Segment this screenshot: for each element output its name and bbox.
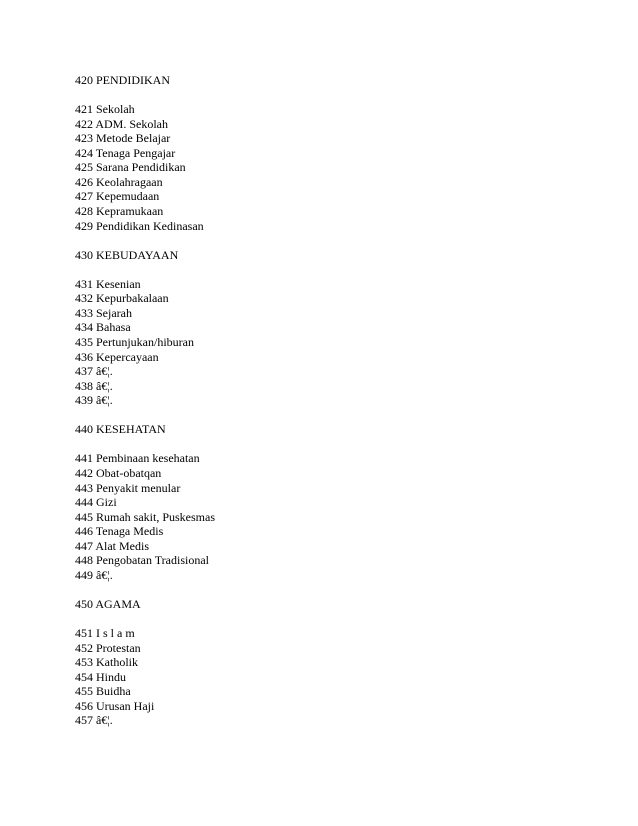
- list-item: 435 Pertunjukan/hiburan: [75, 334, 194, 349]
- section-agama: [75, 597, 595, 728]
- list-item: 422 ADM. Sekolah: [75, 116, 168, 131]
- list-item: 439 â€¦.: [75, 393, 113, 408]
- list-item: 437 â€¦.: [75, 364, 113, 379]
- list-item: 446 Tenaga Medis: [75, 524, 164, 539]
- list-item: 426 Keolahragaan: [75, 174, 163, 189]
- list-item: 424 Tenaga Pengajar: [75, 145, 176, 160]
- list-item: 428 Kepramukaan: [75, 203, 164, 218]
- section-heading: 440 KESEHATAN: [75, 422, 166, 437]
- list-item: 429 Pendidikan Kedinasan: [75, 218, 204, 233]
- list-item: 455 Buidha: [75, 684, 131, 699]
- list-item: 442 Obat-obatqan: [75, 466, 162, 480]
- list-item: 448 Pengobatan Tradisional: [75, 553, 209, 568]
- section-kebudayaan: [75, 248, 595, 408]
- list-item: 449 â€¦.: [75, 567, 113, 582]
- list-item: 438 â€¦.: [75, 378, 113, 393]
- list-item: 441 Pembinaan kesehatan: [75, 451, 200, 466]
- list-item: 452 Protestan: [75, 640, 141, 655]
- list-item: 434 Bahasa: [75, 320, 131, 335]
- section-heading: 430 KEBUDAYAAN: [75, 247, 179, 262]
- section-heading: 420 PENDIDIKAN: [75, 73, 170, 87]
- list-item: 451 I s l a m: [75, 626, 135, 641]
- list-item: 445 Rumah sakit, Puskesmas: [75, 509, 215, 524]
- list-item: 427 Kepemudaan: [75, 189, 160, 204]
- list-item: 454 Hindu: [75, 669, 126, 684]
- list-item: 431 Kesenian: [75, 276, 141, 291]
- section-pendidikan: [75, 73, 595, 233]
- list-item: 456 Urusan Haji: [75, 698, 155, 713]
- list-item: 444 Gizi: [75, 495, 117, 510]
- list-item: 425 Sarana Pendidikan: [75, 160, 186, 175]
- list-item: 457 â€¦.: [75, 713, 113, 728]
- list-item: 453 Katholik: [75, 655, 138, 670]
- list-item: 433 Sejarah: [75, 305, 132, 320]
- list-item: 421 Sekolah: [75, 102, 135, 117]
- list-item: 436 Kepercayaan: [75, 349, 159, 364]
- list-item: 443 Penyakit menular: [75, 480, 181, 495]
- section-kesehatan: [75, 422, 595, 582]
- list-item: 432 Kepurbakalaan: [75, 291, 169, 306]
- list-item: 447 Alat Medis: [75, 538, 149, 553]
- section-heading: 450 AGAMA: [75, 596, 141, 611]
- document-content: [75, 73, 595, 743]
- list-item: 423 Metode Belajar: [75, 131, 171, 146]
